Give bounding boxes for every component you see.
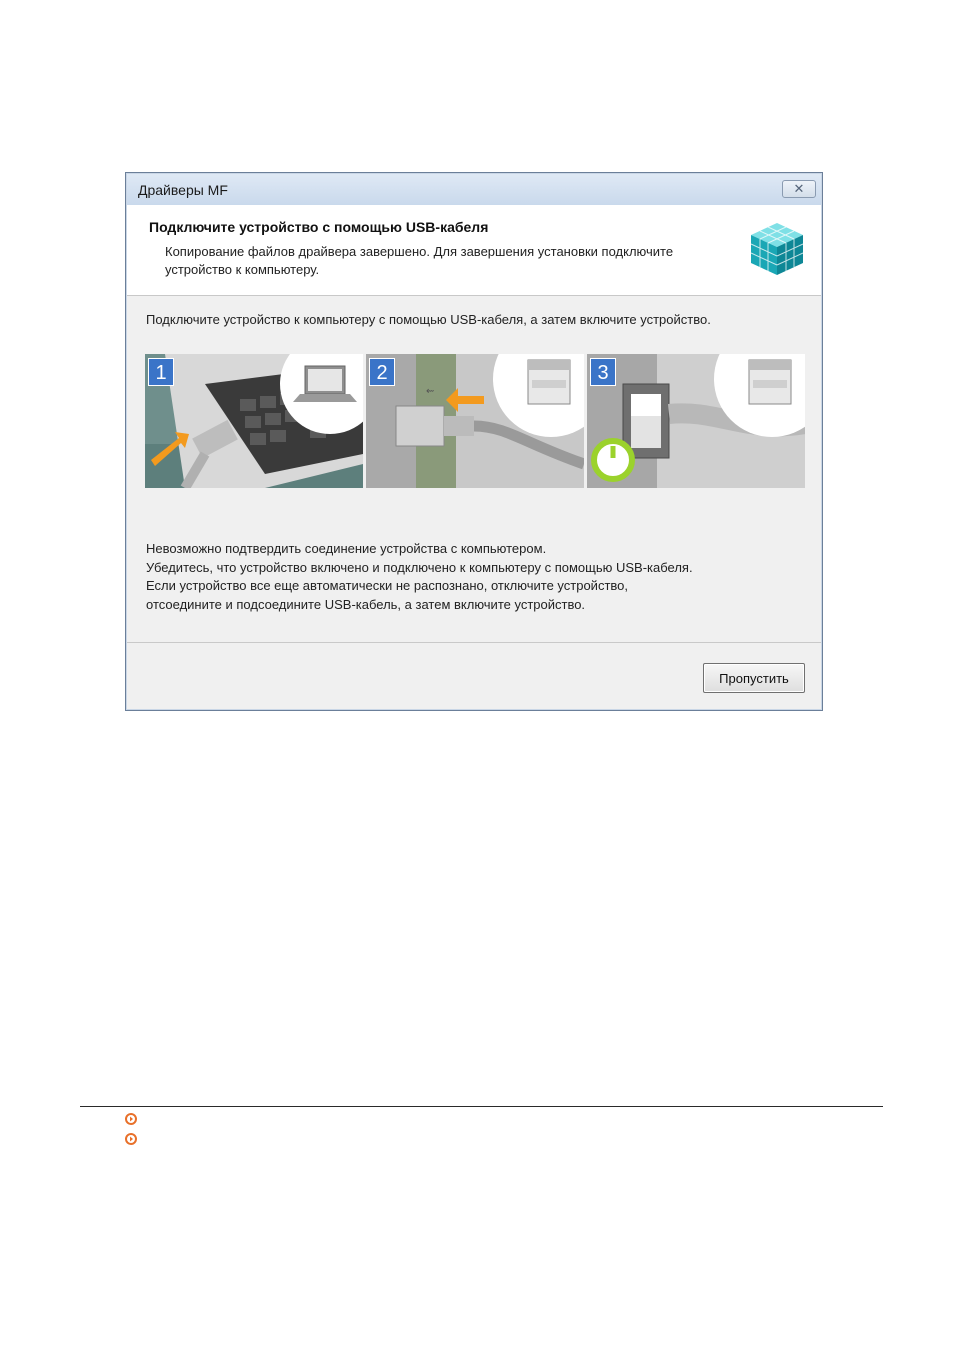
dialog-header	[127, 205, 821, 296]
svg-text:⇜: ⇜	[426, 386, 435, 397]
instruction-text: Подключите устройство к компьютеру с помощью USB-кабеля, а затем включите устройство.	[146, 312, 711, 327]
orange-arrow-link-icon[interactable]	[125, 1113, 137, 1125]
message-line: Невозможно подтвердить соединение устройства с компьютером.	[146, 541, 547, 556]
message-line: отсоедините и подсоедините USB-кабель, а затем включите устройство.	[146, 596, 586, 612]
orange-arrow-link-icon[interactable]	[125, 1133, 137, 1145]
power-switch-illustration	[587, 354, 805, 488]
page-divider	[80, 1106, 883, 1107]
skip-button[interactable]: Пропустить	[703, 663, 805, 693]
close-button[interactable]	[782, 180, 816, 198]
laptop-usb-illustration	[145, 354, 363, 488]
step-1-panel	[145, 354, 363, 488]
step-2-panel	[366, 354, 584, 488]
header-title: Подключите устройство с помощью USB-кабеля	[149, 219, 489, 235]
message-line: Если устройство все еще автоматически не распознано, отключите устройство,	[146, 578, 629, 593]
driver-package-icon	[747, 219, 807, 279]
connection-error-message	[146, 540, 806, 614]
header-subtitle: Копирование файлов драйвера завершено. Для завершения установки подключите устройство к компьютеру.	[165, 244, 674, 277]
usb-device-port-illustration	[366, 354, 584, 488]
step-3-badge: 3	[590, 358, 616, 386]
step-1-badge: 1	[148, 358, 174, 386]
step-2-badge: 2	[369, 358, 395, 386]
footer-divider	[127, 642, 821, 643]
steps-illustration	[145, 354, 805, 488]
title-bar[interactable]	[127, 174, 821, 205]
message-line: Убедитесь, что устройство включено и подключено к компьютеру с помощью USB-кабеля.	[146, 559, 693, 575]
window-title: Драйверы MF	[138, 182, 228, 198]
installer-dialog	[125, 172, 823, 711]
close-icon: ✕	[793, 181, 805, 196]
step-3-panel	[587, 354, 805, 488]
